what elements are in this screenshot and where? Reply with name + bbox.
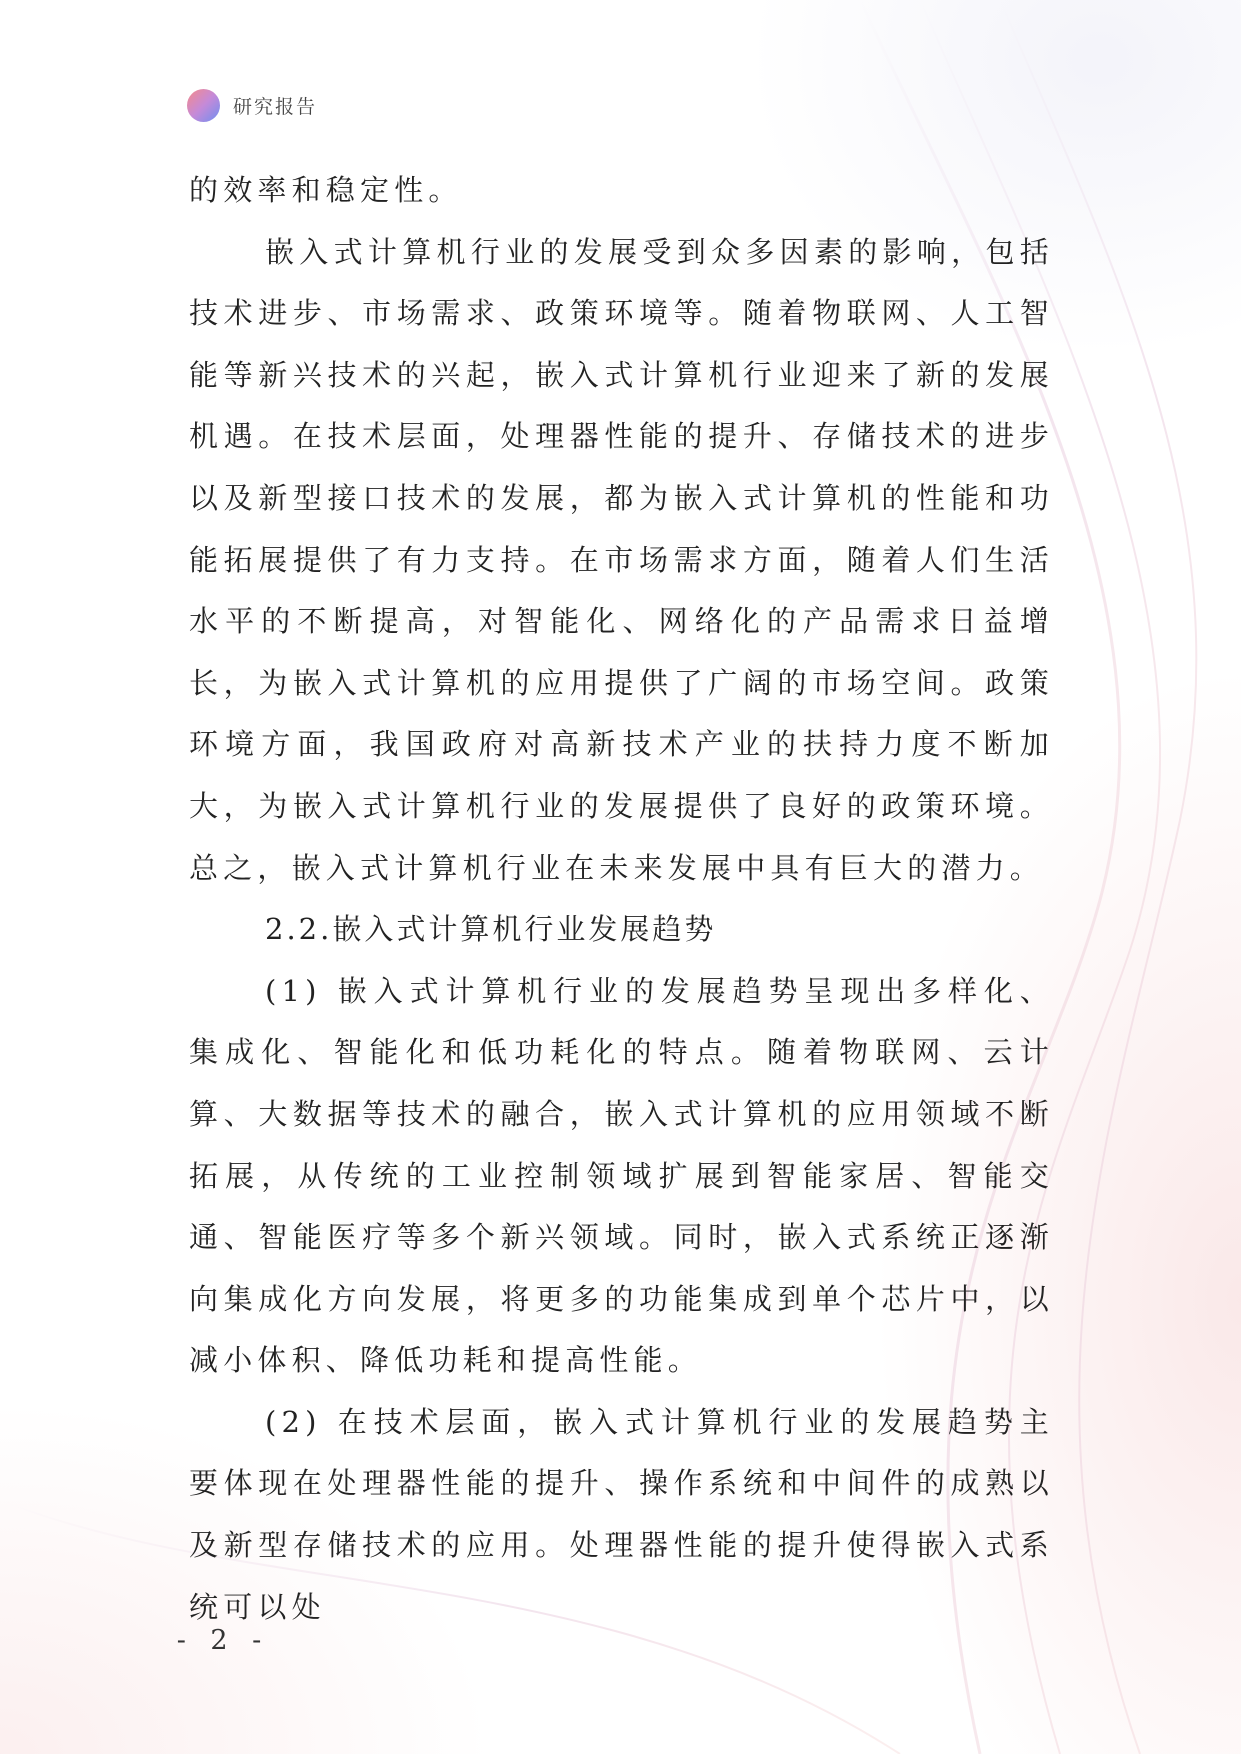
trend-item-2: (2) 在技术层面，嵌入式计算机行业的发展趋势主要体现在处理器性能的提升、操作系统和中间件的成熟以及新型存储技术的应用。处理器性能的提升使得嵌入式系统可以处 [189,1404,1054,1624]
trend-item-1: (1) 嵌入式计算机行业的发展趋势呈现出多样化、集成化、智能化和低功耗化的特点。随着物联网、云计算、大数据等技术的融合，嵌入式计算机的应用领域不断拓展，从传统的工业控制领域扩展到智能家居、智能交通、智能医疗等多个新兴领域。同时，嵌入式系统正逐渐向集成化方向发展，将更多的功能集成到单个芯片中，以减小体积、降低功耗和提高性能。 [189,973,1054,1378]
document-body [189,160,1054,1638]
paragraph-continuation: 的效率和稳定性。 [189,173,463,207]
paragraph-industry-factors: 嵌入式计算机行业的发展受到众多因素的影响，包括技术进步、市场需求、政策环境等。随着物联网、人工智能等新兴技术的兴起，嵌入式计算机行业迎来了新的发展机遇。在技术层面，处理器性能的提升、存储技术的进步以及新型接口技术的发展，都为嵌入式计算机的性能和功能拓展提供了有力支持。在市场需求方面，随着人们生活水平的不断提高，对智能化、网络化的产品需求日益增长，为嵌入式计算机的应用提供了广阔的市场空间。政策环境方面，我国政府对高新技术产业的扶持力度不断加大，为嵌入式计算机行业的发展提供了良好的政策环境。总之，嵌入式计算机行业在未来发展中具有巨大的潜力。 [189,234,1054,885]
section-heading: 2.2.嵌入式计算机行业发展趋势 [265,912,717,947]
page-number: - 2 - [176,1625,270,1656]
header-title: 研究报告 [233,95,318,118]
report-header [187,88,317,122]
report-logo-icon [187,89,220,122]
